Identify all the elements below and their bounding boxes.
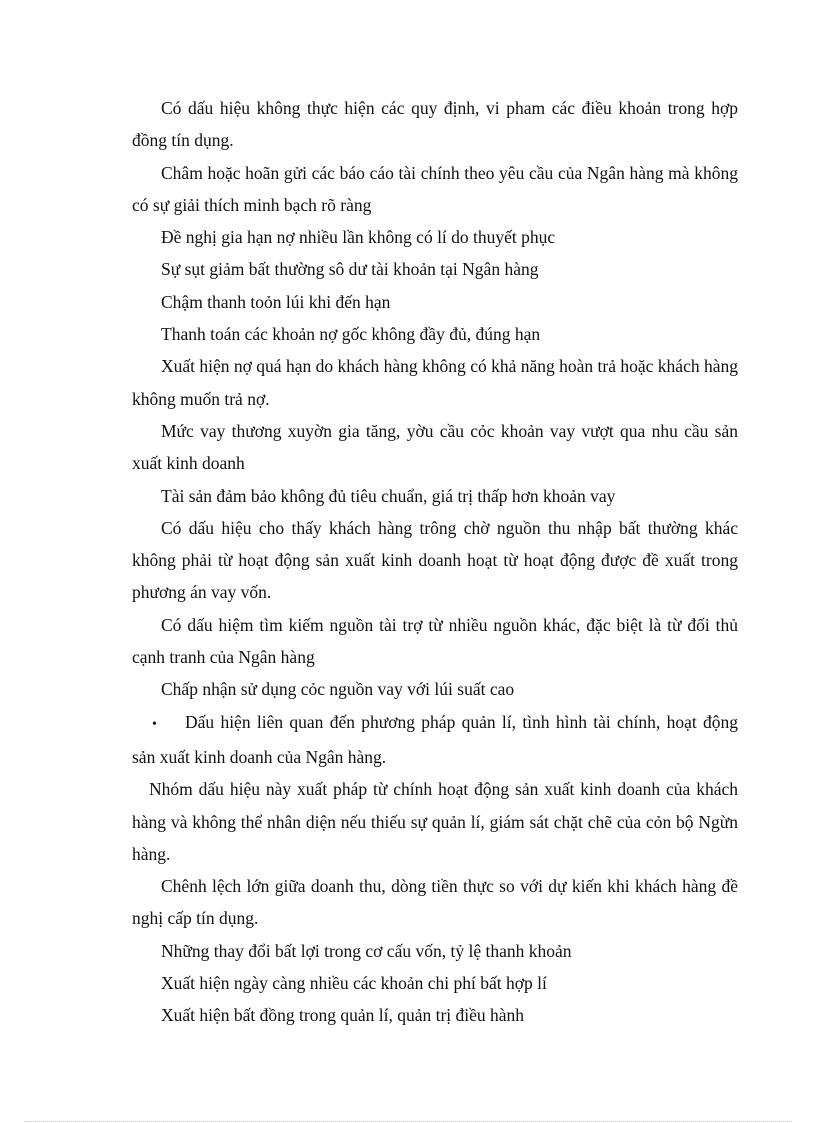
- paragraph: Chênh lệch lớn giữa doanh thu, dòng tiền thực so với dự kiến khi khách hàng đề nghị cấp tín dụng.: [132, 876, 738, 929]
- paragraph: Xuất hiện nợ quá hạn do khách hàng không có khả năng hoàn trả hoặc khách hàng không muốn trả nợ.: [132, 356, 738, 409]
- document-page: [132, 92, 738, 1032]
- bullet-icon: •: [152, 716, 157, 732]
- paragraph: Những thay đổi bất lợi trong cơ cấu vốn, tỷ lệ thanh khoản: [161, 940, 572, 961]
- paragraph: Chấp nhận sử dụng cỏc nguồn vay với lúi suất cao: [161, 679, 515, 700]
- paragraph: Có dấu hiệu cho thấy khách hàng trông chờ nguồn thu nhập bất thường khác không phải từ hoạt động sản xuất kinh doanh hoạt từ hoạt động được đề xuất trong phương án vay vốn.: [132, 517, 738, 603]
- page-bottom-divider: [24, 1121, 792, 1122]
- group-intro-paragraph: Nhóm dấu hiệu này xuất pháp từ chính hoạt động sản xuất kinh doanh của khách hàng và không thể nhân diện nếu thiếu sự quản lí, giám sát chặt chẽ của cỏn bộ Ngừn hàng.: [132, 779, 738, 864]
- paragraph: Thanh toán các khoản nợ gốc không đầy đủ, đúng hạn: [161, 324, 541, 345]
- paragraph: Có dấu hiệu không thực hiện các quy định, vi pham các điều khoản trong hợp đồng tín dụng.: [132, 98, 738, 151]
- paragraph: Có dấu hiệm tìm kiếm nguồn tài trợ từ nhiều nguồn khác, đặc biệt là từ đối thủ cạnh tranh của Ngân hàng: [132, 614, 738, 668]
- paragraph: Sự sụt giảm bất thường sô dư tài khoản tại Ngân hàng: [161, 259, 539, 280]
- bullet-text: Dấu hiện liên quan đến phương pháp quản lí, tình hình tài chính, hoạt động sản xuất kinh doanh của Ngân hàng.: [132, 711, 738, 767]
- paragraph: Đề nghị gia hạn nợ nhiều lần không có lí do thuyết phục: [161, 227, 556, 248]
- paragraph: Xuất hiện ngày càng nhiều các khoản chi phí bất hợp lí: [161, 973, 547, 994]
- bullet-item: [132, 706, 738, 774]
- paragraph: Châm hoặc hoãn gửi các báo cáo tài chính theo yêu cầu của Ngân hàng mà không có sự giải thích minh bạch rõ ràng: [132, 162, 738, 215]
- paragraph: Chậm thanh toỏn lúi khi đến hạn: [161, 291, 391, 312]
- paragraph: Mức vay thương xuyờn gia tăng, yờu cầu cỏc khoản vay vượt qua nhu cầu sản xuất kinh doanh: [132, 420, 738, 474]
- paragraph: Xuất hiện bất đồng trong quản lí, quản trị điều hành: [161, 1005, 525, 1026]
- paragraph: Tài sản đảm bảo không đủ tiêu chuẩn, giá trị thấp hơn khoản vay: [161, 485, 616, 506]
